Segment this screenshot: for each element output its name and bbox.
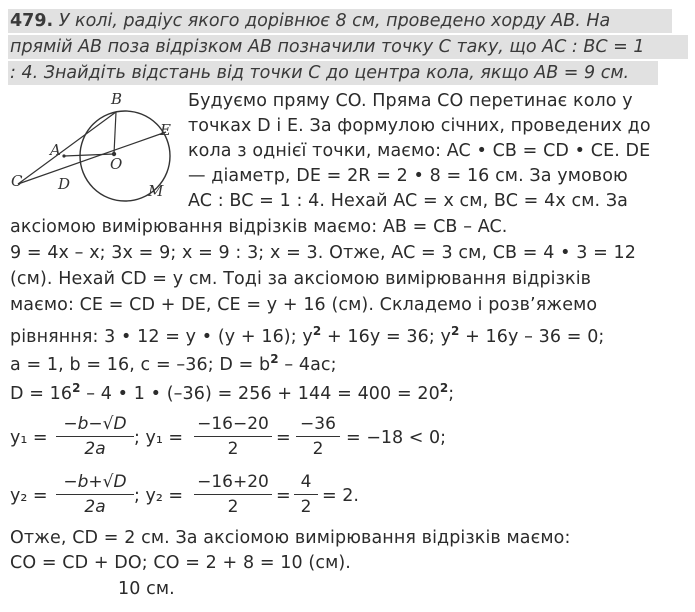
label-b: B xyxy=(111,90,123,108)
y2-formula-fraction: −b+√D 2a xyxy=(56,472,134,517)
solution-line-7: 9 = 4x – x; 3x = 9; x = 9 : 3; x = 3. Отже, AC = 3 см, CB = 4 • 3 = 12 xyxy=(10,243,637,263)
solution-line-5: AC : BC = 1 : 4. Нехай AC = x см, BC = 4x см. За xyxy=(188,191,628,211)
secant-cb xyxy=(18,112,116,184)
problem-line-2: прямій AB поза відрізком AB позначили точку C таку, що AC : BC = 1 xyxy=(10,37,645,57)
radius-ob xyxy=(114,112,116,154)
chord-ao xyxy=(64,154,114,156)
label-a: A xyxy=(50,141,61,159)
circle-figure xyxy=(8,86,188,206)
point-a xyxy=(62,154,65,157)
solution-line-10: рівняння: 3 • 12 = y • (y + 16); $y^2 + 16y = 36$; $y^2 + 16y - 36 = 0$; xyxy=(10,324,605,347)
label-m: M xyxy=(148,182,164,200)
problem-line-1 xyxy=(10,9,610,33)
solution-line-11: a = 1, b = 16, c = –36; $D = b^2 - 4ac$; xyxy=(10,352,337,375)
secant-ce xyxy=(18,132,166,184)
y2-numeric-fraction: −16+20 2 xyxy=(194,472,272,517)
y1-label: y₁ = xyxy=(10,428,48,448)
y2-label: y₂ = xyxy=(10,486,48,506)
solution-line-15: Отже, CD = 2 см. За аксіомою вимірювання відрізків маємо: xyxy=(10,528,571,548)
problem-text-1: У колі, радіус якого дорівнює 8 см, проведено хорду AB. На xyxy=(58,11,611,31)
solution-line-12: $D = 16^2 - 4$ • 1 • $(-36) = 256 + 144 = 400 = 20^2$; xyxy=(10,381,455,404)
label-d: D xyxy=(58,175,71,193)
label-c: C xyxy=(11,172,23,190)
y1-numeric-fraction: −16−20 2 xyxy=(194,414,272,459)
y2-simplified-fraction: 4 2 xyxy=(294,472,318,517)
problem-number: 479. xyxy=(10,11,54,31)
problem-line-3: : 4. Знайдіть відстань від точки C до центра кола, якщо AB = 9 см. xyxy=(10,63,630,83)
label-e: E xyxy=(160,121,171,139)
y1-equals: = xyxy=(276,428,291,448)
answer-line: 10 см. xyxy=(118,579,175,599)
label-o: O xyxy=(110,155,123,173)
solution-line-2: точках D і E. За формулою січних, проведених до xyxy=(188,116,651,136)
y2-equals: = xyxy=(276,486,291,506)
y2-result: = 2. xyxy=(322,486,359,506)
y1-result: = −18 < 0; xyxy=(346,428,446,448)
solution-line-3: кола з однієї точки, маємо: AC • CB = CD • CE. DE xyxy=(188,141,651,161)
y1-formula-fraction: −b−√D 2a xyxy=(56,414,134,459)
y2-separator: ; y₂ = xyxy=(134,486,184,506)
solution-line-8: (см). Нехай CD = y см. Тоді за аксіомою вимірювання відрізків xyxy=(10,269,592,289)
y1-simplified-fraction: −36 2 xyxy=(296,414,340,459)
solution-line-4: — діаметр, DE = 2R = 2 • 8 = 16 см. За умовою xyxy=(188,166,628,186)
solution-line-9: маємо: CE = CD + DE, CE = y + 16 (см). Складемо і розв’яжемо xyxy=(10,295,598,315)
solution-line-16: CO = CD + DO; CO = 2 + 8 = 10 (см). xyxy=(10,553,351,573)
solution-line-1: Будуємо пряму CO. Пряма CO перетинає коло у xyxy=(188,91,633,111)
solution-line-6: аксіомою вимірювання відрізків маємо: AB = CB – AC. xyxy=(10,217,508,237)
y1-separator: ; y₁ = xyxy=(134,428,184,448)
